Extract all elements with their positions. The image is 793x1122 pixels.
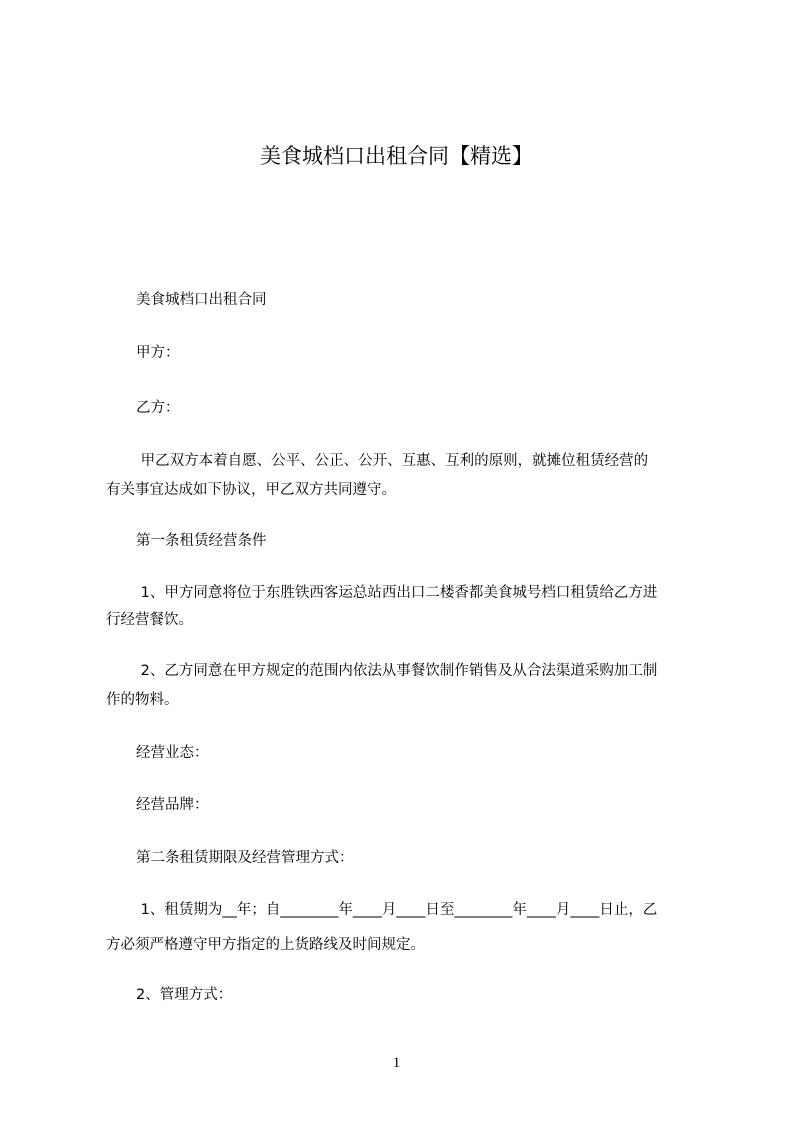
business-type-label: 经营业态： <box>136 745 209 761</box>
clause-2-1-line-1: 1、租赁期为__年；自________年____月____日至________年____月____日止，乙 <box>136 902 658 918</box>
article-2-heading: 第二条租赁期限及经营管理方式： <box>136 850 354 866</box>
clause-1-2-line-2: 作的物料。 <box>106 692 179 708</box>
clause-2-1-line-2: 方必须严格遵守甲方指定的上货路线及时间规定。 <box>106 937 425 953</box>
document-title: 美食城档口出租合同【精选】 <box>260 144 533 168</box>
business-brand-label: 经营品牌： <box>136 797 209 813</box>
contract-heading: 美食城档口出租合同 <box>136 292 267 308</box>
preamble-line-1: 甲乙双方本着自愿、公平、公正、公开、互惠、互利的原则，就摊位租赁经营的 <box>136 453 649 469</box>
clause-1-1-line-2: 行经营餐饮。 <box>106 612 193 628</box>
preamble-line-2: 有关事宜达成如下协议，甲乙双方共同遵守。 <box>106 482 396 498</box>
party-b-label: 乙方： <box>136 400 180 416</box>
clause-1-2-line-1: 2、乙方同意在甲方规定的范围内依法从事餐饮制作销售及从合法渠道采购加工制 <box>136 663 658 679</box>
page-number: 1 <box>392 1055 401 1071</box>
clause-2-2-heading: 2、管理方式： <box>136 987 233 1003</box>
article-1-heading: 第一条租赁经营条件 <box>136 533 267 549</box>
clause-1-1-line-1: 1、甲方同意将位于东胜铁西客运总站西出口二楼香都美食城号档口租赁给乙方进 <box>136 585 658 601</box>
party-a-label: 甲方： <box>136 345 180 361</box>
